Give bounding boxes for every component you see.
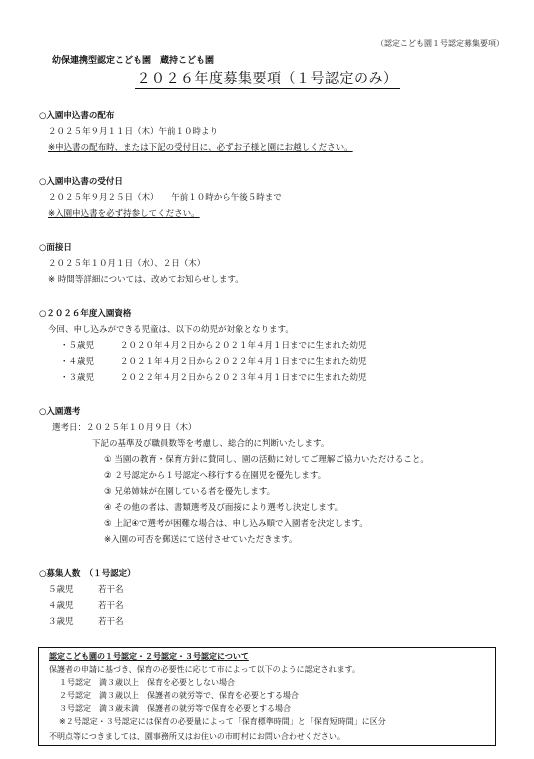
distribution-date: ２０２５年９月１１日（木）午前１０時より [48, 127, 219, 137]
page-title [0, 71, 534, 88]
selection-criterion: ③ 兄弟姉妹が在園している者を優先します。 [104, 487, 276, 497]
selection-date: 選考日：２０２５年１０月９日（木） [52, 423, 197, 433]
box-footer: 不明点等につきましては、園事務所又はお住いの市町村にお問い合わせください。 [49, 732, 345, 741]
selection-criterion: ⑤ 上記④で選考が困難な場合は、申し込み順で入園者を決定します。 [104, 519, 368, 529]
selection-criterion: ④ その他の者は、書類選考及び面接により選考し決定します。 [104, 503, 344, 513]
recruitment-count: 若干名 [98, 585, 124, 595]
distribution-heading: ○入園申込書の配布 [39, 111, 115, 121]
eligibility-age: ・５歳児 [60, 341, 95, 351]
eligibility-heading: ○２０２６年度入園資格 [39, 309, 132, 319]
selection-criterion: ② ２号認定から１号認定へ移行する在園児を優先します。 [104, 471, 327, 481]
box-line: ３号認定 満３歳未満 保護者の就労等で保育を必要とする場合 [59, 704, 291, 713]
recruitment-age: ５歳児 [48, 585, 74, 595]
reception-date: ２０２５年９月２５日（木） 午前１０時から午後５時まで [48, 193, 282, 203]
box-intro: 保護者の申請に基づき、保育の必要性に応じて市によって以下のように認定されます。 [49, 665, 361, 674]
recruitment-age: ３歳児 [48, 617, 74, 627]
interview-date: ２０２５年１０月１日（水）、２日（木） [48, 259, 206, 269]
reception-heading: ○入園申込書の受付日 [39, 177, 123, 187]
selection-intro: 下記の基準及び職員数等を考慮し、総合的に判断いたします。 [92, 439, 330, 449]
eligibility-range: ２０２１年４月２日から２０２２年４月１日までに生まれた幼児 [120, 357, 367, 367]
recruitment-age: ４歳児 [48, 601, 74, 611]
eligibility-age: ・３歳児 [60, 373, 95, 383]
box-line: ※２号認定・３号認定には保育の必要量によって「保育標準時間」と「保育短時間」に区分 [59, 717, 386, 726]
reception-note: ※入園申込書を必ず持参してください。 [48, 209, 200, 219]
selection-note: ※入園の可否を郵送にて送付させていただきます。 [104, 535, 298, 545]
selection-heading: ○入園選考 [39, 407, 81, 417]
certification-info-box [38, 647, 496, 746]
eligibility-intro: 今回、申し込みができる児童は、以下の幼児が対象となります。 [48, 325, 294, 335]
eligibility-age: ・４歳児 [60, 357, 95, 367]
box-line: １号認定 満３歳以上 保育を必要としない場合 [59, 678, 235, 687]
recruitment-count: 若干名 [98, 601, 124, 611]
interview-note: ※ 時間等詳細については、改めてお知らせします。 [48, 275, 244, 285]
selection-criterion: ① 当園の教育・保育方針に賛同し、園の活動に対してご理解ご協力いただけること。 [104, 455, 429, 465]
eligibility-range: ２０２０年４月２日から２０２１年４月１日までに生まれた幼児 [120, 341, 367, 351]
distribution-note: ※申込書の配布時、または下記の受付日に、必ずお子様と園にお越しください。 [48, 143, 353, 153]
school-name: 幼保連携型認定こども園 蔵持こども園 [52, 56, 215, 66]
document-tag: （認定こども園１号認定募集要項） [376, 39, 504, 48]
box-line: ２号認定 満３歳以上 保護者の就労等で、保育を必要とする場合 [59, 691, 299, 700]
box-heading: 認定こども園の１号認定・２号認定・３号認定について [49, 652, 249, 661]
interview-heading: ○面接日 [39, 243, 72, 253]
eligibility-range: ２０２２年４月２日から２０２３年４月１日までに生まれた幼児 [120, 373, 367, 383]
recruitment-count: 若干名 [98, 617, 124, 627]
recruitment-heading: ○募集人数 （１号認定） [39, 569, 136, 579]
page-title-text: ２０２６年度募集要項（１号認定のみ） [136, 71, 398, 87]
